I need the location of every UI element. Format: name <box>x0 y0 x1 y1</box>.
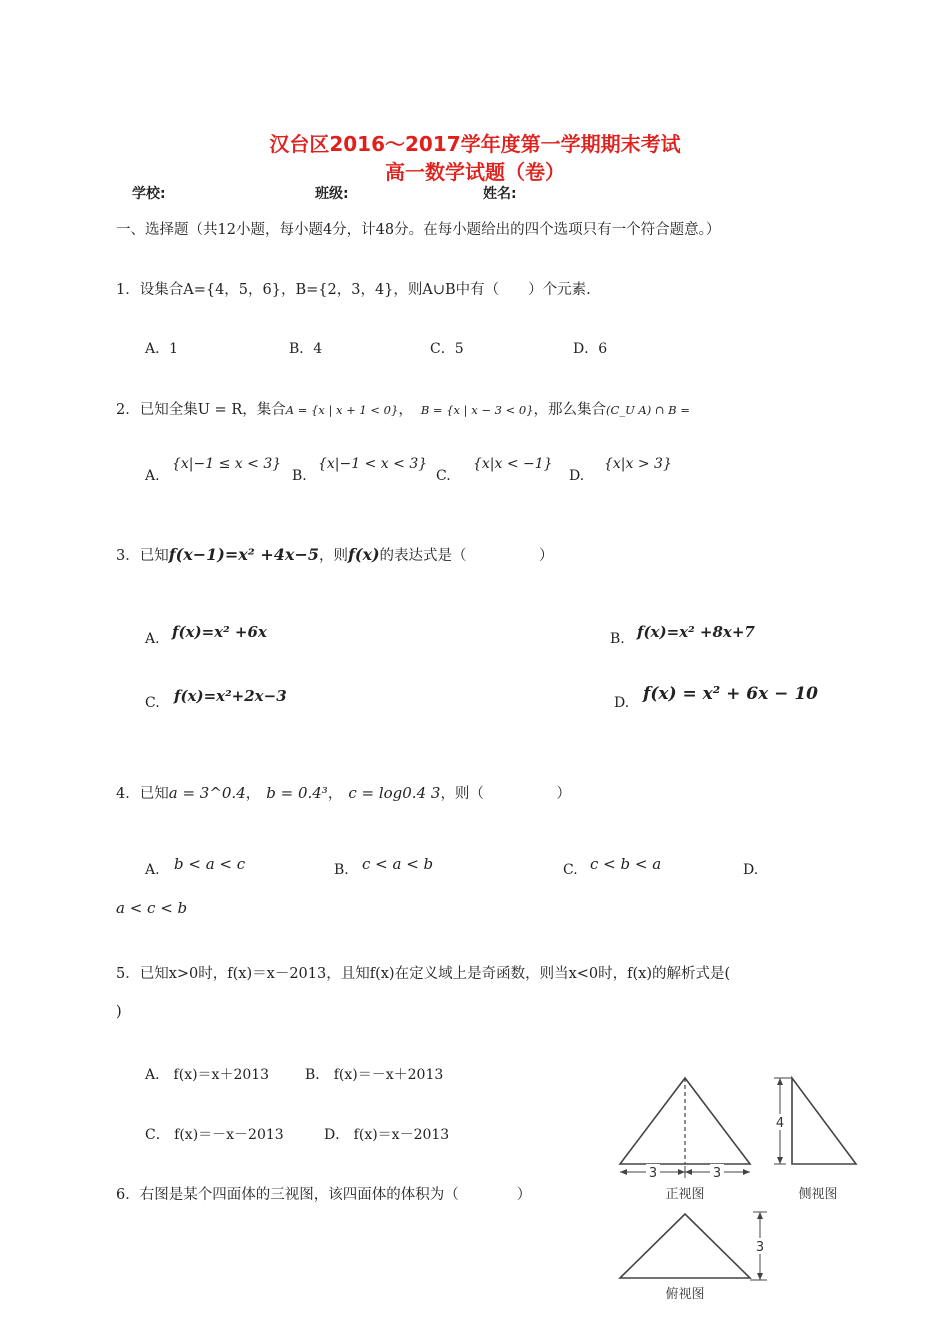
question-4-a-def: a = 3^0.4 <box>168 784 246 802</box>
question-3-option-a-label: A. <box>145 631 160 647</box>
front-dim-arrow-mid-left <box>678 1169 685 1175</box>
question-2-mid: ，那么集合 <box>533 402 607 418</box>
question-3-mid: ，则 <box>318 548 348 564</box>
question-3-given: f(x−1)=x² +4x−5 <box>168 545 319 564</box>
question-2-option-b-label: B. <box>292 468 307 484</box>
question-5-option-b: B． f(x)＝－x＋2013 <box>305 1067 444 1083</box>
question-2-expression: (C_U A) ∩ B = <box>606 403 690 417</box>
front-dim-arrow-right <box>743 1169 750 1175</box>
front-dim-arrow-mid-right <box>685 1169 692 1175</box>
question-3-option-b: f(x)=x² +8x+7 <box>637 623 755 641</box>
question-2-option-d-label: D. <box>569 468 585 484</box>
question-4-option-c-label: C. <box>563 862 578 878</box>
question-5-stem-line1: 5．已知x>0时，f(x)＝x－2013，且知f(x)在定义域上是奇函数，则当x<0时，f(x)的解析式是( <box>116 966 731 982</box>
question-1-option-a: A．1 <box>145 341 179 357</box>
section-heading: 一、选择题（共12小题，每小题4分，计48分。在每小题给出的四个选项只有一个符合题意。） <box>116 222 721 238</box>
side-dim-arrow-bottom <box>777 1157 783 1164</box>
question-5-stem-line2: ) <box>116 1004 122 1020</box>
front-dim-left-label: 3 <box>648 1166 658 1181</box>
question-4-option-a-label: A. <box>145 862 160 878</box>
side-view-triangle <box>792 1078 856 1164</box>
exam-subtitle: 高一数学试题（卷） <box>385 160 565 184</box>
top-view-triangle <box>620 1214 750 1278</box>
top-dim-arrow-bottom <box>757 1273 763 1280</box>
question-3-fx: f(x) <box>347 545 380 564</box>
question-3-option-d-label: D. <box>614 695 630 711</box>
question-4-stem <box>116 782 571 803</box>
class-field-label: 班级: <box>315 186 349 202</box>
question-4-prefix: 4．已知 <box>116 786 169 802</box>
question-6-stem: 6．右图是某个四面体的三视图，该四面体的体积为（ ） <box>116 1187 532 1203</box>
three-view-figure <box>610 1068 870 1308</box>
question-2-set-a: A = {x | x + 1 < 0} <box>285 403 399 417</box>
question-4-c-def: c = log0.4 3 <box>348 784 441 802</box>
question-3-suffix: 的表达式是（ ） <box>379 548 554 564</box>
side-dim-arrow-top <box>777 1078 783 1085</box>
question-4-option-a: b < a < c <box>174 855 246 873</box>
side-dim-height-label: 4 <box>775 1116 785 1131</box>
school-field-label: 学校: <box>132 186 166 202</box>
question-4-sep1: ， <box>245 786 261 802</box>
question-3-stem <box>116 544 554 565</box>
question-1-option-d: D．6 <box>573 341 608 357</box>
question-4-option-b: c < a < b <box>362 855 434 873</box>
question-2-option-d: {x|x > 3} <box>604 456 672 472</box>
question-4-option-c: c < b < a <box>590 855 662 873</box>
question-2-option-c: {x|x < −1} <box>473 456 553 472</box>
question-3-option-c-label: C. <box>145 695 160 711</box>
question-4-option-d: a < c < b <box>116 899 188 917</box>
question-2-set-b: B = {x | x − 3 < 0} <box>420 403 534 417</box>
name-field-label: 姓名: <box>483 186 517 202</box>
question-3-option-c: f(x)=x²+2x−3 <box>174 687 287 705</box>
question-1-stem: 1．设集合A={4，5，6}，B={2，3，4}，则A∪B中有（ ）个元素. <box>116 282 591 298</box>
front-view-label: 正视图 <box>665 1187 705 1202</box>
question-3-option-d: f(x) = x² + 6x − 10 <box>643 684 818 704</box>
question-1-option-c: C．5 <box>430 341 464 357</box>
question-5-option-a: A． f(x)＝x＋2013 <box>145 1067 270 1083</box>
question-2-comma: ， <box>398 402 413 418</box>
question-3-option-b-label: B. <box>610 631 625 647</box>
question-2-option-b: {x|−1 < x < 3} <box>318 456 428 472</box>
question-4-b-def: b = 0.4³ <box>266 784 328 802</box>
question-3-option-a: f(x)=x² +6x <box>172 623 267 641</box>
question-2-option-a-label: A. <box>145 468 160 484</box>
question-5-option-c: C． f(x)＝－x－2013 <box>145 1127 284 1143</box>
side-view <box>774 1078 856 1202</box>
question-2-option-a: {x|−1 ≤ x < 3} <box>172 456 282 472</box>
question-5-option-d: D． f(x)＝x－2013 <box>324 1127 450 1143</box>
top-dim-depth-label: 3 <box>755 1240 765 1255</box>
question-4-sep2: ， <box>327 786 343 802</box>
exam-title: 汉台区2016～2017学年度第一学期期末考试 <box>269 132 681 156</box>
question-3-prefix: 3．已知 <box>116 548 169 564</box>
question-2-stem <box>116 398 690 419</box>
top-view-label: 俯视图 <box>665 1287 705 1302</box>
top-dim-arrow-top <box>757 1212 763 1219</box>
top-view <box>620 1212 767 1302</box>
question-4-option-b-label: B. <box>334 862 349 878</box>
question-2-option-c-label: C. <box>436 468 451 484</box>
side-view-label: 侧视图 <box>798 1187 838 1202</box>
question-1-option-b: B．4 <box>289 341 323 357</box>
front-dim-arrow-left <box>620 1169 627 1175</box>
front-view <box>620 1078 750 1202</box>
question-2-prefix: 2．已知全集U = R，集合 <box>116 402 286 418</box>
front-dim-right-label: 3 <box>712 1166 722 1181</box>
question-4-suffix: ，则（ ） <box>440 786 571 802</box>
question-4-option-d-label: D. <box>743 862 759 878</box>
